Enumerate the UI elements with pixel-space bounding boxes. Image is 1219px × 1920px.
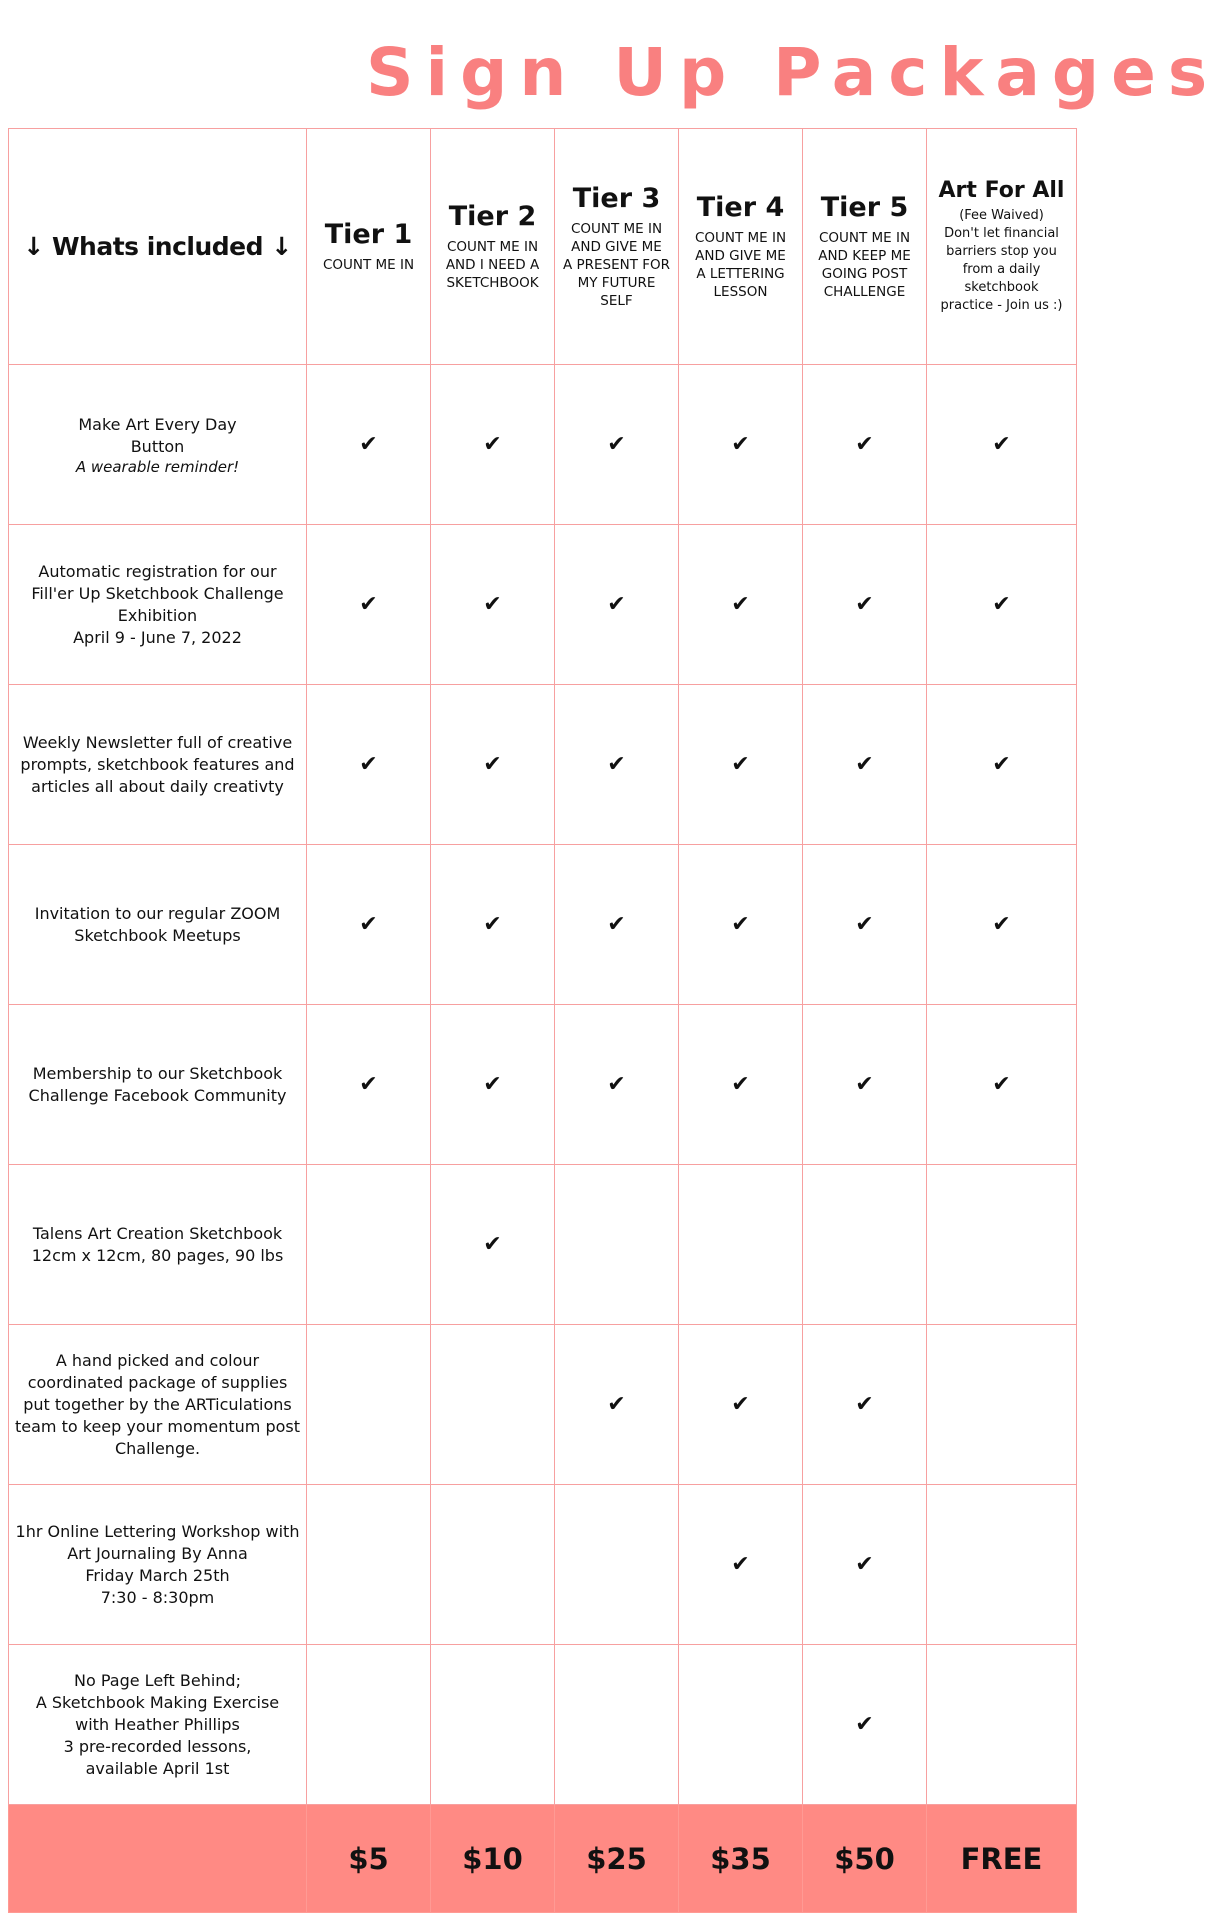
- price-row: [9, 1805, 1077, 1913]
- check-icon: ✔: [855, 1072, 874, 1097]
- inclusion-cell: [555, 1005, 679, 1165]
- inclusion-cell: [679, 1165, 803, 1325]
- inclusion-cell: [431, 1645, 555, 1805]
- inclusion-cell: [555, 1165, 679, 1325]
- price-cell: [307, 1805, 431, 1913]
- inclusion-cell: [307, 365, 431, 525]
- inclusion-cell: [555, 685, 679, 845]
- inclusion-cell: [431, 1005, 555, 1165]
- price-label: FREE: [960, 1841, 1043, 1876]
- check-icon: ✔: [483, 592, 502, 617]
- inclusion-cell: [803, 1485, 927, 1645]
- check-icon: ✔: [483, 1232, 502, 1257]
- inclusion-cell: [927, 1485, 1077, 1645]
- inclusion-cell: [927, 685, 1077, 845]
- check-icon: ✔: [731, 1072, 750, 1097]
- check-icon: ✔: [359, 592, 378, 617]
- tier-4-header: [679, 129, 803, 365]
- inclusion-cell: [679, 1645, 803, 1805]
- inclusion-cell: [803, 1645, 927, 1805]
- feature-row: [9, 1005, 1077, 1165]
- art-for-all-header: [927, 129, 1077, 365]
- check-icon: ✔: [992, 912, 1011, 937]
- tier-name: Tier 5: [820, 192, 909, 223]
- tier-5-header: [803, 129, 927, 365]
- price-cell: [555, 1805, 679, 1913]
- feature-subtext: A wearable reminder!: [75, 457, 240, 476]
- included-header-cell: [9, 129, 307, 365]
- tier-name: Tier 1: [324, 219, 413, 250]
- inclusion-cell: [307, 1325, 431, 1485]
- inclusion-cell: [431, 525, 555, 685]
- check-icon: ✔: [483, 432, 502, 457]
- check-icon: ✔: [607, 1392, 626, 1417]
- inclusion-cell: [679, 525, 803, 685]
- inclusion-cell: [927, 1325, 1077, 1485]
- check-icon: ✔: [855, 1712, 874, 1737]
- inclusion-cell: [803, 365, 927, 525]
- price-label: $35: [710, 1841, 771, 1876]
- inclusion-cell: [307, 1165, 431, 1325]
- inclusion-cell: [927, 1005, 1077, 1165]
- feature-text: Talens Art Creation Sketchbook 12cm x 12cm, 80 pages, 90 lbs: [31, 1223, 284, 1265]
- inclusion-cell: [803, 1165, 927, 1325]
- feature-cell: [9, 525, 307, 685]
- check-icon: ✔: [359, 1072, 378, 1097]
- tier-desc: COUNT ME IN AND I NEED A SKETCHBOOK: [445, 239, 540, 291]
- tier-2-header: [431, 129, 555, 365]
- inclusion-cell: [927, 1645, 1077, 1805]
- price-cell: [431, 1805, 555, 1913]
- feature-cell: [9, 1325, 307, 1485]
- feature-cell: [9, 845, 307, 1005]
- inclusion-cell: [307, 1005, 431, 1165]
- inclusion-cell: [307, 525, 431, 685]
- tier-1-header: [307, 129, 431, 365]
- price-cell: [927, 1805, 1077, 1913]
- art-for-all-desc: (Fee Waived) Don't let financial barriers stop you from a daily sketchbook practice - Join us :): [940, 208, 1063, 313]
- tier-desc: COUNT ME IN AND GIVE ME A LETTERING LESSON: [694, 230, 787, 300]
- check-icon: ✔: [359, 912, 378, 937]
- feature-row: [9, 1645, 1077, 1805]
- inclusion-cell: [803, 685, 927, 845]
- feature-cell: [9, 365, 307, 525]
- check-icon: ✔: [731, 1552, 750, 1577]
- check-icon: ✔: [855, 592, 874, 617]
- check-icon: ✔: [359, 752, 378, 777]
- inclusion-cell: [679, 685, 803, 845]
- header-row: [9, 129, 1077, 365]
- price-row-blank-cell: [9, 1805, 307, 1913]
- feature-text: Make Art Every Day Button: [78, 414, 237, 456]
- check-icon: ✔: [483, 752, 502, 777]
- price-cell: [679, 1805, 803, 1913]
- price-label: $50: [834, 1841, 895, 1876]
- feature-row: [9, 845, 1077, 1005]
- inclusion-cell: [803, 525, 927, 685]
- check-icon: ✔: [607, 1072, 626, 1097]
- check-icon: ✔: [992, 1072, 1011, 1097]
- check-icon: ✔: [992, 592, 1011, 617]
- inclusion-cell: [555, 845, 679, 1005]
- inclusion-cell: [431, 1485, 555, 1645]
- check-icon: ✔: [607, 432, 626, 457]
- check-icon: ✔: [992, 752, 1011, 777]
- feature-cell: [9, 1165, 307, 1325]
- inclusion-cell: [307, 1645, 431, 1805]
- price-label: $10: [462, 1841, 523, 1876]
- inclusion-cell: [679, 1485, 803, 1645]
- check-icon: ✔: [607, 912, 626, 937]
- feature-text: Invitation to our regular ZOOM Sketchbook Meetups: [34, 903, 281, 945]
- feature-row: [9, 1485, 1077, 1645]
- inclusion-cell: [803, 1325, 927, 1485]
- feature-row: [9, 1325, 1077, 1485]
- inclusion-cell: [803, 1005, 927, 1165]
- feature-cell: [9, 1485, 307, 1645]
- feature-row: [9, 525, 1077, 685]
- tier-desc: COUNT ME IN: [322, 257, 415, 273]
- tier-desc: COUNT ME IN AND KEEP ME GOING POST CHALLENGE: [818, 230, 911, 300]
- price-label: $25: [586, 1841, 647, 1876]
- feature-text: Membership to our Sketchbook Challenge Facebook Community: [28, 1063, 287, 1105]
- whats-included-label: ↓ Whats included ↓: [23, 232, 292, 261]
- check-icon: ✔: [855, 1552, 874, 1577]
- inclusion-cell: [555, 1325, 679, 1485]
- check-icon: ✔: [607, 592, 626, 617]
- feature-cell: [9, 1645, 307, 1805]
- inclusion-cell: [307, 685, 431, 845]
- inclusion-cell: [679, 1005, 803, 1165]
- feature-text: No Page Left Behind; A Sketchbook Making Exercise with Heather Phillips 3 pre-recorded lessons, available April 1st: [35, 1670, 280, 1778]
- inclusion-cell: [555, 525, 679, 685]
- feature-cell: [9, 685, 307, 845]
- page-title: Sign Up Packages: [366, 34, 1219, 111]
- inclusion-cell: [927, 845, 1077, 1005]
- tier-name: Tier 2: [448, 201, 537, 232]
- packages-table: [8, 128, 1077, 1913]
- inclusion-cell: [431, 845, 555, 1005]
- inclusion-cell: [307, 845, 431, 1005]
- inclusion-cell: [679, 1325, 803, 1485]
- feature-row: [9, 1165, 1077, 1325]
- tier-name: Tier 4: [696, 192, 785, 223]
- inclusion-cell: [431, 1165, 555, 1325]
- check-icon: ✔: [483, 912, 502, 937]
- inclusion-cell: [803, 845, 927, 1005]
- inclusion-cell: [431, 1325, 555, 1485]
- feature-row: [9, 365, 1077, 525]
- feature-row: [9, 685, 1077, 845]
- feature-text: A hand picked and colour coordinated package of supplies put together by the ARTiculations team to keep your momentum post Challenge.: [15, 1350, 301, 1458]
- check-icon: ✔: [731, 592, 750, 617]
- check-icon: ✔: [855, 912, 874, 937]
- price-label: $5: [348, 1841, 389, 1876]
- check-icon: ✔: [731, 752, 750, 777]
- inclusion-cell: [555, 1645, 679, 1805]
- check-icon: ✔: [731, 1392, 750, 1417]
- inclusion-cell: [679, 845, 803, 1005]
- inclusion-cell: [307, 1485, 431, 1645]
- inclusion-cell: [927, 1165, 1077, 1325]
- tier-desc: COUNT ME IN AND GIVE ME A PRESENT FOR MY FUTURE SELF: [562, 221, 671, 309]
- check-icon: ✔: [359, 432, 378, 457]
- check-icon: ✔: [855, 432, 874, 457]
- inclusion-cell: [555, 1485, 679, 1645]
- check-icon: ✔: [607, 752, 626, 777]
- check-icon: ✔: [731, 432, 750, 457]
- feature-cell: [9, 1005, 307, 1165]
- feature-text: Automatic registration for our Fill'er Up Sketchbook Challenge Exhibition April 9 - June 7, 2022: [31, 561, 284, 647]
- art-for-all-name: Art For All: [938, 178, 1065, 203]
- check-icon: ✔: [855, 752, 874, 777]
- feature-text: Weekly Newsletter full of creative prompts, sketchbook features and articles all about daily creativty: [20, 732, 295, 796]
- tier-name: Tier 3: [572, 183, 661, 214]
- inclusion-cell: [927, 365, 1077, 525]
- check-icon: ✔: [992, 432, 1011, 457]
- price-cell: [803, 1805, 927, 1913]
- check-icon: ✔: [855, 1392, 874, 1417]
- check-icon: ✔: [483, 1072, 502, 1097]
- inclusion-cell: [679, 365, 803, 525]
- tier-3-header: [555, 129, 679, 365]
- feature-text: 1hr Online Lettering Workshop with Art Journaling By Anna Friday March 25th 7:30 - 8:30pm: [15, 1521, 300, 1607]
- check-icon: ✔: [731, 912, 750, 937]
- inclusion-cell: [431, 685, 555, 845]
- inclusion-cell: [431, 365, 555, 525]
- inclusion-cell: [927, 525, 1077, 685]
- inclusion-cell: [555, 365, 679, 525]
